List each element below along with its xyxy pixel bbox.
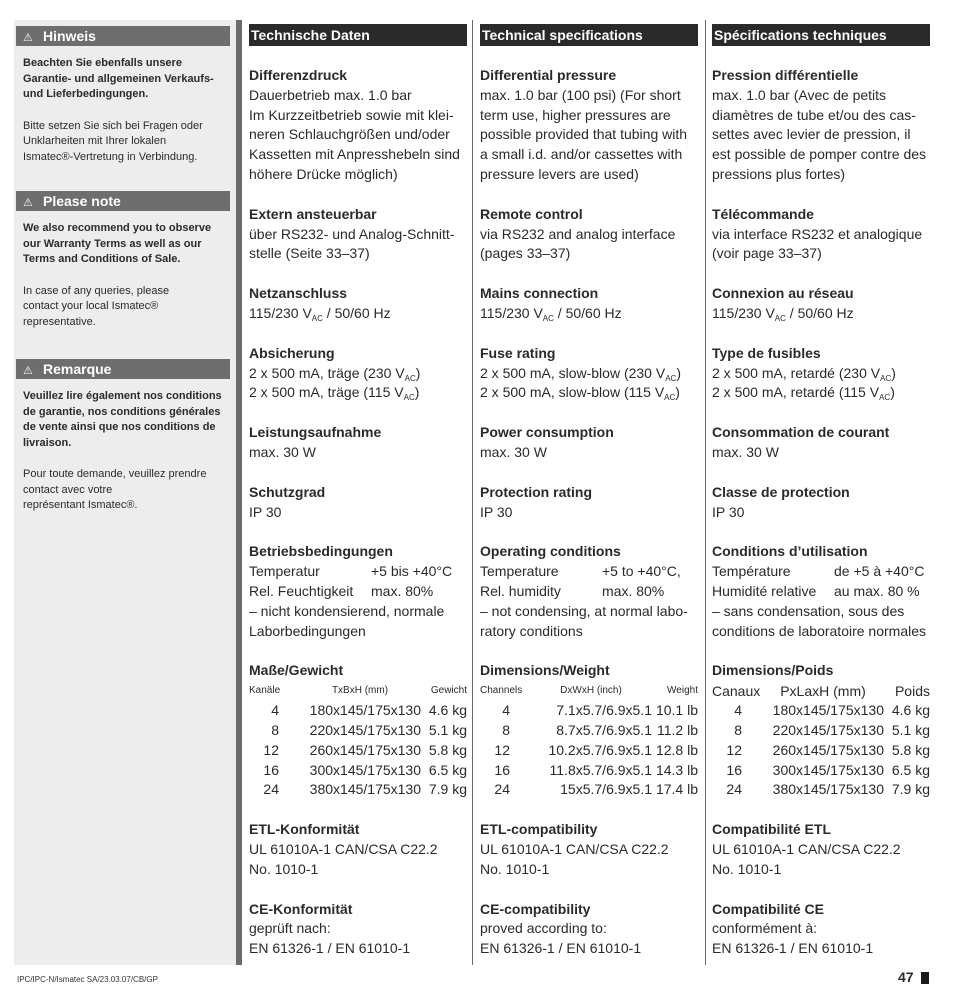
remote-section xyxy=(480,205,698,264)
spec-label: Extern ansteuerbar xyxy=(249,205,377,222)
fuse-section xyxy=(712,344,930,403)
ce-section xyxy=(480,900,698,959)
header-weight: Poids xyxy=(894,683,930,700)
table-row xyxy=(712,701,930,721)
header-size: TxBxH (mm) xyxy=(331,685,389,697)
spec-text: – sans condensation, sous des xyxy=(712,602,905,619)
spec-label: Conditions d’utilisation xyxy=(712,543,868,560)
spec-label: Absicherung xyxy=(249,344,335,361)
channels-cell: 24 xyxy=(263,781,279,798)
spec-text: max. 30 W xyxy=(712,443,779,460)
table-row xyxy=(480,701,698,721)
spec-text: EN 61326-1 / EN 61010-1 xyxy=(480,940,642,957)
size-cell: 300x145/175x130 xyxy=(772,761,884,778)
spec-label: Netzanschluss xyxy=(249,285,348,302)
size-cell: 180x145/175x130 xyxy=(772,702,884,719)
protection-section xyxy=(480,483,698,523)
spec-label: Operating conditions xyxy=(480,543,621,560)
weight-cell: 14.3 lb xyxy=(655,761,698,778)
spec-label: Compatibilité CE xyxy=(712,900,825,917)
dimensions-section xyxy=(712,661,930,800)
size-cell: 260x145/175x130 xyxy=(772,741,884,758)
spec-label: Leistungsaufnahme xyxy=(249,424,382,441)
power-section xyxy=(480,423,698,463)
channels-cell: 24 xyxy=(726,781,742,798)
etl-section xyxy=(249,820,467,879)
weight-cell: 7.9 kg xyxy=(891,781,930,798)
operating-section xyxy=(480,542,698,641)
table-row xyxy=(712,761,930,781)
weight-cell: 7.9 kg xyxy=(428,781,467,798)
spec-text: IP 30 xyxy=(249,503,282,520)
column-title: Technical specifications xyxy=(480,24,698,46)
weight-cell: 10.1 lb xyxy=(655,702,698,719)
note-heading xyxy=(16,26,230,46)
spec-text: EN 61326-1 / EN 61010-1 xyxy=(712,940,874,957)
channels-cell: 12 xyxy=(263,741,279,758)
protection-section xyxy=(712,483,930,523)
spec-label: Pression différentielle xyxy=(712,67,859,83)
spec-column xyxy=(249,24,467,959)
size-cell: 7.1x5.7/6.9x5.1 xyxy=(556,702,652,719)
page-number: 47 xyxy=(898,969,914,985)
note-heading xyxy=(16,359,230,379)
header-size: PxLaxH (mm) xyxy=(780,683,866,700)
size-cell: 220x145/175x130 xyxy=(309,721,421,738)
spec-label: Fuse rating xyxy=(480,344,556,361)
temperature-row: Temperature +5 to +40°C, xyxy=(480,563,681,580)
spec-text: IP 30 xyxy=(480,503,513,520)
table-row xyxy=(249,780,467,800)
note-title: Remarque xyxy=(43,361,112,377)
mains-section xyxy=(249,284,467,324)
channels-cell: 4 xyxy=(734,702,742,719)
spec-text: via RS232 and analog interface xyxy=(480,225,676,242)
weight-cell: 4.6 kg xyxy=(891,702,930,719)
size-cell: 10.2x5.7/6.9x5.1 xyxy=(548,741,652,758)
spec-text: Dauerbetrieb max. 1.0 bar xyxy=(249,86,412,103)
note-block-english xyxy=(14,191,230,330)
spec-text: EN 61326-1 / EN 61010-1 xyxy=(249,940,411,957)
spec-column xyxy=(712,24,930,959)
channels-cell: 12 xyxy=(726,741,742,758)
note-heading xyxy=(16,191,230,211)
etl-section xyxy=(480,820,698,879)
spec-text: est possible de pomper contre des xyxy=(712,146,927,163)
spec-text: 2 x 500 mA, träge (115 $V_{AC}$) xyxy=(249,384,420,403)
spec-text: über RS232- und Analog-Schnitt- xyxy=(249,225,455,242)
spec-label: Dimensions/Poids xyxy=(712,662,834,679)
warning-icon: ⚠ xyxy=(23,32,33,44)
weight-cell: 5.1 kg xyxy=(891,721,930,738)
spec-text: conditions de laboratoire normales xyxy=(712,622,927,639)
table-row xyxy=(249,741,467,761)
table-header xyxy=(249,681,467,701)
size-cell: 260x145/175x130 xyxy=(309,741,421,758)
channels-cell: 24 xyxy=(494,781,510,798)
spec-text: conformément à: xyxy=(712,920,818,937)
spec-label: ETL-Konformität xyxy=(249,821,360,838)
temperature-row: Température de +5 à +40°C xyxy=(712,563,925,580)
size-cell: 300x145/175x130 xyxy=(309,761,421,778)
header-weight: Gewicht xyxy=(430,685,467,697)
spec-text: pressure levers are used) xyxy=(480,165,639,182)
spec-text: 2 x 500 mA, slow-blow (115 $V_{AC}$) xyxy=(480,384,680,403)
note-bold-text: Veuillez lire également nos conditions de garantie, nos conditions générales de vente ainsi que nos conditions de livraison. xyxy=(23,390,222,449)
channels-cell: 8 xyxy=(734,721,742,738)
spec-label: Schutzgrad xyxy=(249,483,326,500)
table-row xyxy=(480,741,698,761)
spec-text: 115/230 $V_{AC} / 50/60$ Hz xyxy=(712,304,854,323)
table-header xyxy=(480,681,698,701)
spec-label: CE-compatibility xyxy=(480,900,591,917)
power-section xyxy=(712,423,930,463)
spec-text: neren Schlauchgrößen und/oder xyxy=(249,126,450,143)
spec-text: settes avec levier de pression, il xyxy=(712,126,911,143)
spec-column xyxy=(480,24,698,959)
spec-text: diamètres de tube et/ou des cas- xyxy=(712,106,916,123)
spec-text: Kassetten mit Anpresshebeln sind xyxy=(249,146,460,163)
spec-label: Differential pressure xyxy=(480,67,617,83)
note-title: Hinweis xyxy=(43,28,96,44)
table-row xyxy=(712,780,930,800)
pressure-section xyxy=(480,66,698,185)
document-reference: IPC/IPC-N/Ismatec SA/23.03.07/CB/GP xyxy=(17,975,158,984)
spec-text: max. 1.0 bar (Avec de petits xyxy=(712,86,887,103)
humidity-row: Humidité relative au max. 80 % xyxy=(712,582,920,599)
spec-label: Mains connection xyxy=(480,285,599,302)
spec-text: geprüft nach: xyxy=(249,920,331,937)
header-channels: Kanäle xyxy=(249,685,281,697)
table-row xyxy=(712,741,930,761)
spec-text: (pages 33–37) xyxy=(480,245,571,262)
spec-text: max. 30 W xyxy=(480,443,547,460)
spec-label: Consommation de courant xyxy=(712,424,890,441)
weight-cell: 6.5 kg xyxy=(428,761,467,778)
spec-text: höhere Drücke möglich) xyxy=(249,165,398,182)
table-row xyxy=(712,721,930,741)
header-size: DxWxH (inch) xyxy=(560,685,622,697)
warning-icon: ⚠ xyxy=(23,365,33,377)
note-body: Bitte setzen Sie sich bei Fragen oder Unklarheiten mit Ihrer lokalen Ismatec®-Vertretung in Verbindung. xyxy=(23,119,203,163)
weight-cell: 5.1 kg xyxy=(428,721,467,738)
note-block-french xyxy=(14,359,230,514)
pressure-section xyxy=(249,66,467,185)
size-cell: 15x5.7/6.9x5.1 xyxy=(560,781,652,798)
table-row xyxy=(249,701,467,721)
weight-cell: 17.4 lb xyxy=(655,781,698,798)
warning-icon: ⚠ xyxy=(23,197,33,209)
spec-text: No. 1010-1 xyxy=(712,860,782,877)
spec-label: Betriebsbedingungen xyxy=(249,543,393,560)
spec-label: ETL-compatibility xyxy=(480,821,598,838)
operating-section xyxy=(249,542,467,641)
channels-cell: 8 xyxy=(271,721,279,738)
table-row xyxy=(480,761,698,781)
mains-section xyxy=(480,284,698,324)
table-header xyxy=(712,681,930,701)
column-divider xyxy=(705,20,706,965)
spec-text: ratory conditions xyxy=(480,622,583,639)
channels-cell: 16 xyxy=(263,761,279,778)
weight-cell: 4.6 kg xyxy=(428,702,467,719)
channels-cell: 4 xyxy=(271,702,279,719)
weight-cell: 11.2 lb xyxy=(657,721,698,738)
fuse-section xyxy=(480,344,698,403)
note-title: Please note xyxy=(43,193,121,209)
spec-text: 2 x 500 mA, retardé (230 $V_{AC}$) xyxy=(712,364,896,383)
size-cell: 8.7x5.7/6.9x5.1 xyxy=(556,721,652,738)
protection-section xyxy=(249,483,467,523)
weight-cell: 12.8 lb xyxy=(655,741,698,758)
table-row xyxy=(480,721,698,741)
channels-cell: 16 xyxy=(494,761,510,778)
spec-text: Im Kurzzeitbetrieb sowie mit klei- xyxy=(249,106,454,123)
channels-cell: 12 xyxy=(494,741,510,758)
etl-section xyxy=(712,820,930,879)
spec-label: Dimensions/Weight xyxy=(480,662,610,679)
spec-text: 115/230 $V_{AC} / 50/60$ Hz xyxy=(480,304,622,323)
humidity-row: Rel. humidity max. 80% xyxy=(480,582,665,599)
spec-text: via interface RS232 et analogique xyxy=(712,225,923,242)
power-section xyxy=(249,423,467,463)
column-title: Spécifications techniques xyxy=(712,24,930,46)
mains-section xyxy=(712,284,930,324)
ce-section xyxy=(712,900,930,959)
header-channels: Canaux xyxy=(712,683,761,700)
spec-text: stelle (Seite 33–37) xyxy=(249,245,370,262)
channels-cell: 4 xyxy=(502,702,510,719)
spec-text: max. 30 W xyxy=(249,443,316,460)
spec-label: CE-Konformität xyxy=(249,900,353,917)
spec-label: Protection rating xyxy=(480,483,593,500)
note-bold-text: We also recommend you to observe our Warranty Terms as well as our Terms and Conditions of Sale. xyxy=(23,222,212,265)
spec-text: proved according to: xyxy=(480,920,607,937)
weight-cell: 6.5 kg xyxy=(891,761,930,778)
size-cell: 11.8x5.7/6.9x5.1 xyxy=(549,761,652,778)
spec-text: (voir page 33–37) xyxy=(712,245,822,262)
spec-text: possible provided that tubing with xyxy=(480,126,688,143)
page-marker xyxy=(921,972,929,984)
humidity-row: Rel. Feuchtigkeit max. 80% xyxy=(249,582,434,599)
spec-text: 2 x 500 mA, slow-blow (230 $V_{AC}$) xyxy=(480,364,681,383)
spec-label: Differenzdruck xyxy=(249,67,348,83)
spec-text: Laborbedingungen xyxy=(249,622,366,639)
note-block-german xyxy=(14,26,230,165)
channels-cell: 8 xyxy=(502,721,510,738)
spec-text: UL 61010A-1 CAN/CSA C22.2 xyxy=(712,840,901,857)
table-row xyxy=(249,761,467,781)
spec-text: UL 61010A-1 CAN/CSA C22.2 xyxy=(249,840,438,857)
temperature-row: Temperatur +5 bis +40°C xyxy=(249,563,453,580)
spec-text: term use, higher pressures are xyxy=(480,106,671,123)
header-channels: Channels xyxy=(480,685,523,697)
table-row xyxy=(249,721,467,741)
spec-label: Télécommande xyxy=(712,205,814,222)
spec-label: Remote control xyxy=(480,205,583,222)
table-row xyxy=(480,780,698,800)
weight-cell: 5.8 kg xyxy=(428,741,467,758)
dimensions-section xyxy=(480,661,698,800)
spec-label: Type de fusibles xyxy=(712,344,821,361)
spec-label: Compatibilité ETL xyxy=(712,821,831,838)
spec-text: No. 1010-1 xyxy=(480,860,550,877)
column-title: Technische Daten xyxy=(249,24,467,46)
channels-cell: 16 xyxy=(726,761,742,778)
remote-section xyxy=(249,205,467,264)
pressure-section xyxy=(712,66,930,185)
size-cell: 180x145/175x130 xyxy=(309,702,421,719)
spec-label: Classe de protection xyxy=(712,483,850,500)
spec-text: UL 61010A-1 CAN/CSA C22.2 xyxy=(480,840,669,857)
header-weight: Weight xyxy=(667,685,698,697)
spec-text: IP 30 xyxy=(712,503,745,520)
remote-section xyxy=(712,205,930,264)
spec-text: 2 x 500 mA, träge (230 $V_{AC}$) xyxy=(249,364,421,383)
fuse-section xyxy=(249,344,467,403)
size-cell: 220x145/175x130 xyxy=(772,721,884,738)
spec-text: 115/230 $V_{AC} / 50/60$ Hz xyxy=(249,304,391,323)
spec-text: max. 1.0 bar (100 psi) (For short xyxy=(480,86,681,103)
note-body: In case of any queries, please contact your local Ismatec® representative. xyxy=(23,284,170,328)
sidebar-notes xyxy=(14,20,242,965)
spec-text: – nicht kondensierend, normale xyxy=(249,602,445,619)
spec-text: – not condensing, at normal labo- xyxy=(480,602,688,619)
note-bold-text: Beachten Sie ebenfalls unsere Garantie- und allgemeinen Verkaufs- und Lieferbedingungen. xyxy=(23,57,214,100)
column-divider xyxy=(472,20,473,965)
spec-text: pressions plus fortes) xyxy=(712,165,846,182)
spec-label: Power consumption xyxy=(480,424,614,441)
spec-label: Connexion au réseau xyxy=(712,285,854,302)
ce-section xyxy=(249,900,467,959)
spec-text: 2 x 500 mA, retardé (115 $V_{AC}$) xyxy=(712,384,895,403)
spec-text: a small i.d. and/or cassettes with xyxy=(480,146,683,163)
spec-label: Maße/Gewicht xyxy=(249,662,344,679)
note-body: Pour toute demande, veuillez prendre contact avec votre représentant Ismatec®. xyxy=(23,468,207,511)
dimensions-section xyxy=(249,661,467,800)
spec-text: No. 1010-1 xyxy=(249,860,319,877)
operating-section xyxy=(712,542,930,641)
weight-cell: 5.8 kg xyxy=(891,741,930,758)
size-cell: 380x145/175x130 xyxy=(772,781,884,798)
size-cell: 380x145/175x130 xyxy=(309,781,421,798)
